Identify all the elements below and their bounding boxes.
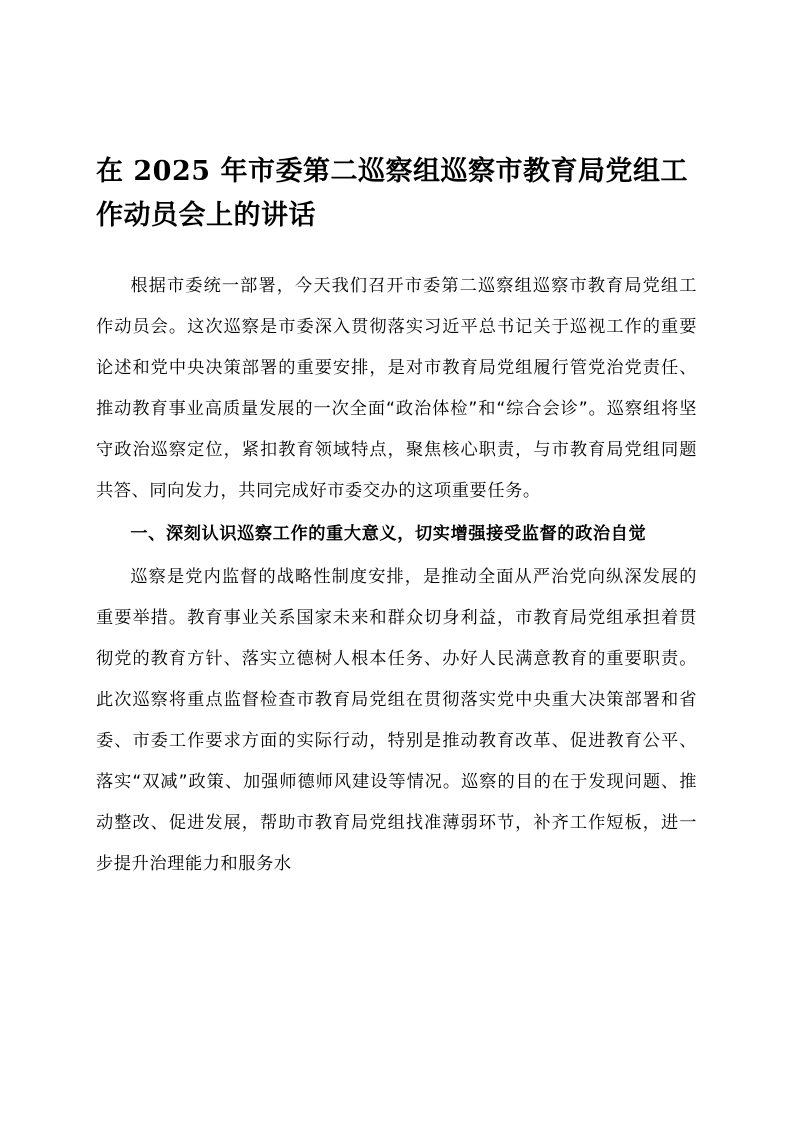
paragraph-section-one-body: 巡察是党内监督的战略性制度安排，是推动全面从严治党向纵深发展的重要举措。教育事业关系国家未来和群众切身利益，市教育局党组承担着贯彻党的教育方针、落实立德树人根本任务、办好人民满意教育的重要职责。此次巡察将重点监督检查市教育局党组在贯彻落实党中央重大决策部署和省委、市委工作要求方面的实际行动，特别是推动教育改革、促进教育公平、落实“双减”政策、加强师德师风建设等情况。巡察的目的在于发现问题、推动整改、促进发展，帮助市教育局党组找准薄弱环节，补齐工作短板，进一步提升治理能力和服务水 [96, 567, 697, 874]
section-heading-one: 一、深刻认识巡察工作的重大意义，切实增强接受监督的政治自觉 [130, 524, 647, 544]
paragraph-intro: 根据市委统一部署，今天我们召开市委第二巡察组巡察市教育局党组工作动员会。这次巡察是市委深入贯彻落实习近平总书记关于巡视工作的重要论述和党中央决策部署的重要安排，是对市教育局党组履行管党治党责任、推动教育事业高质量发展的一次全面“政治体检”和“综合会诊”。巡察组将坚守政治巡察定位，紧扣教育领域特点，聚焦核心职责，与市教育局党组同题共答、同向发力，共同完成好市委交办的这项重要任务。 [96, 276, 697, 501]
page-title: 在 2025 年市委第二巡察组巡察市教育局党组工作动员会上的讲话 [96, 156, 688, 231]
